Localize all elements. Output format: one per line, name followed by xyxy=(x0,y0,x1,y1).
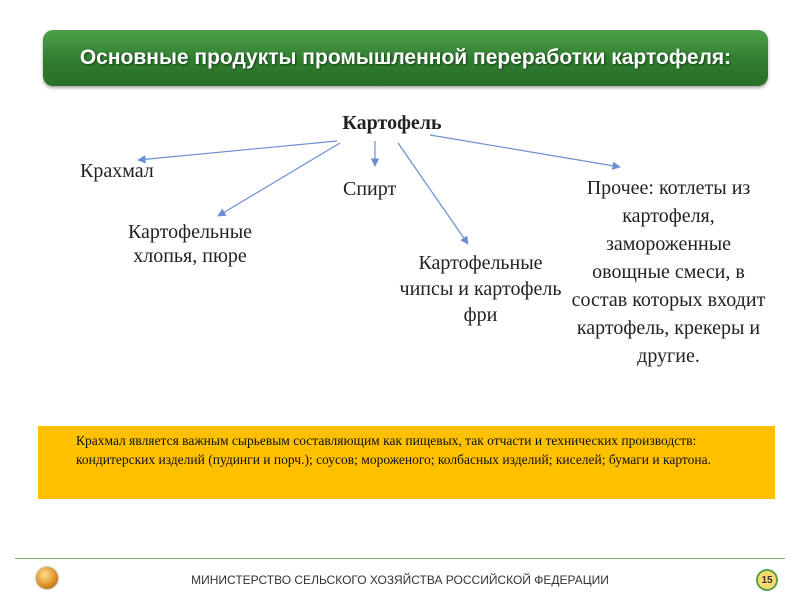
branch-starch: Крахмал xyxy=(80,160,154,182)
footer-ministry-name: МИНИСТЕРСТВО СЕЛЬСКОГО ХОЗЯЙСТВА РОССИЙСКОЙ ФЕДЕРАЦИИ xyxy=(191,573,609,587)
arrow-to-chips xyxy=(398,143,468,244)
root-node-potato: Картофель xyxy=(342,112,442,134)
branch-flakes-puree: Картофельные хлопья, пюре xyxy=(127,221,253,267)
branch-spirit: Спирт xyxy=(343,178,397,200)
arrow-to-other xyxy=(430,135,620,167)
arrow-to-flakes xyxy=(218,143,340,216)
starch-note-box xyxy=(38,426,775,499)
branch-chips-fries: Картофельные чипсы и картофель фри xyxy=(399,252,562,326)
slide-title: Основные продукты промышленной переработки картофеля: xyxy=(79,46,732,69)
starch-note-text: Крахмал является важным сырьевым составляющим как пищевых, так отчасти и технических производств: кондитерских изделий (пудинги и порч.); соусов; мороженого; колбасных изделий; киселей; бумаги и картона. xyxy=(76,433,711,467)
page-number-badge: 15 xyxy=(756,569,778,591)
branch-other-products: Прочее: котлеты из картофеля, замороженные овощные смеси, в состав которых входит картофель, крекеры и другие. xyxy=(571,177,766,367)
footer-divider xyxy=(15,558,785,559)
arrow-to-starch xyxy=(138,141,337,160)
